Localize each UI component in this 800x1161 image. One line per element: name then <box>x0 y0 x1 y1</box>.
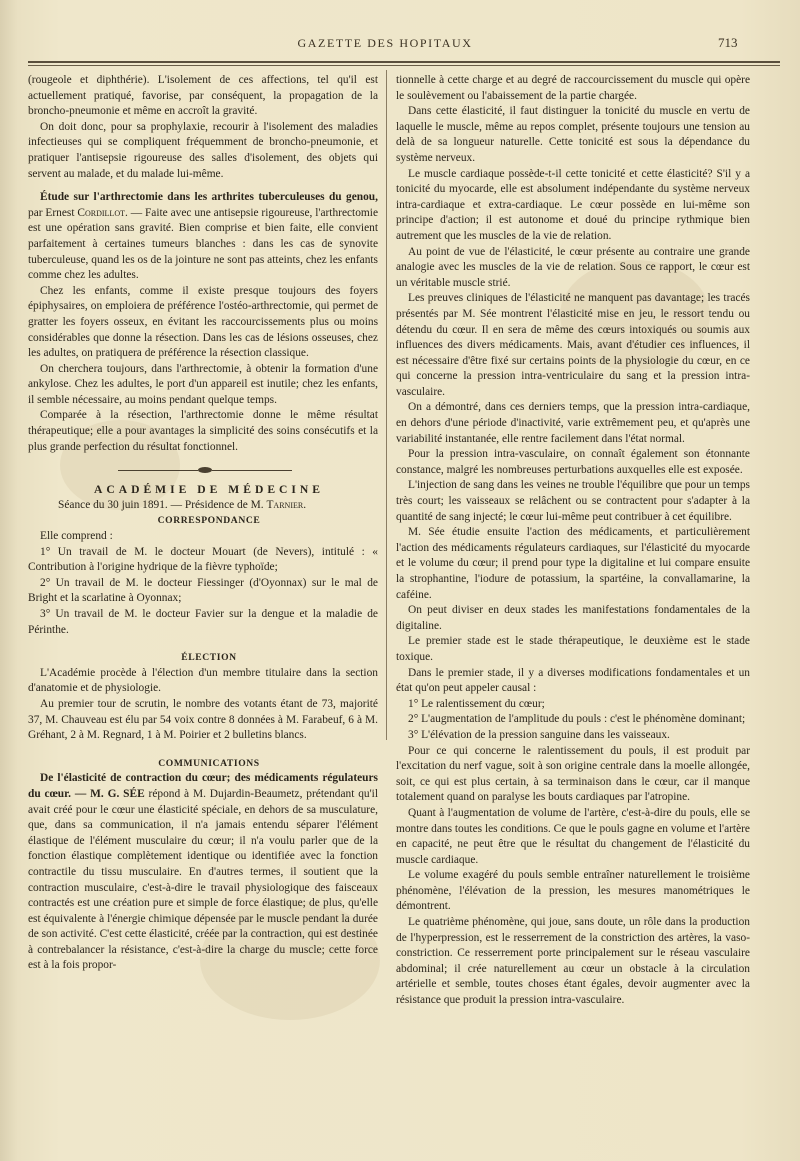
paragraph: (rougeole et diphthérie). L'isolement de ces affections, tel qu'il est actuellement pratiqué, favorise, par conséquent, la propagation de la broncho-pneumonie et même en accroît la gravité. <box>28 74 378 118</box>
left-column <box>28 73 378 974</box>
paragraph: 3° Un travail de M. le docteur Favier sur la dengue et la maladie de Périnthe. <box>28 608 378 636</box>
header-rule <box>28 61 780 63</box>
paragraph: Quant à l'augmentation de volume de l'artère, c'est-à-dire du pouls, elle se montre dans toutes les conditions. Ce que le pouls gagne en volume et l'artère en capacité, ne peut être que le résultat du changement de l'élasticité du muscle cardiaque. <box>396 806 750 866</box>
communications-heading: COMMUNICATIONS <box>158 757 260 769</box>
author-name: Cordillot <box>77 206 125 219</box>
election-heading: ÉLECTION <box>181 652 237 664</box>
speaker-name: — M. G. SÉE <box>71 787 145 800</box>
page-number: 713 <box>718 35 738 50</box>
right-column <box>396 73 750 1009</box>
lead-text: répond à M. Dujardin-Beaumetz, prétendant qu'il avait créé pour le cœur une élasticité spéciale, en dehors de sa musculature, que, dans sa communication, il n'a jamais entendu séparer l'élément élastique de l'élément musculaire du cœur; il n'a voulu parler que de la fonction élastique complètement identique ou identifiée avec la fonction contractile du tissu musculaire. En d'autres termes, il soutient que la contraction musculaire, c'est-à-dire le travail physiologique des faisceaux contractés est une création pure et simple de force élastique; de plus, qu'elle est équivalente à l'énergie chimique dépensée par le muscle pendant la durée de son activité. C'est cette élasticité, créée par la contraction, qui est destinée à contrebalancer la résistance, c'est-à-dire la charge du muscle; cette force est à la fois propor- <box>28 787 379 972</box>
paragraph: Le premier stade est le stade thérapeutique, le deuxième est le stade toxique. <box>396 635 750 663</box>
article-title: De l'élasticité de contraction du cœur; des médicaments régulateurs du cœur. <box>28 772 378 800</box>
paragraph: Pour ce qui concerne le ralentissement du pouls, il est produit par l'excitation du nerf vague, soit à son origine centrale dans la moelle allongée, soit, ce qui est plus certain, à sa terminaison dans le cœur, car il manque totalement quand on paralyse les bouts cardiaques par l'atropine. <box>396 744 750 804</box>
paragraph: L'injection de sang dans les veines ne trouble l'équilibre que pour un temps très court; les vaisseaux se relâchent ou se contractent pour s'adapter à la quantité de sang injecté; le cœur lui-même peut contribuer à cet équilibre. <box>396 479 750 523</box>
paragraph: 1° Un travail de M. le docteur Mouart (de Nevers), intitulé : « Contribution à l'origine hydrique de la fièvre typhoïde; <box>28 545 378 574</box>
seance-suffix: . <box>303 498 307 511</box>
paragraph: On doit donc, pour sa prophylaxie, recourir à l'isolement des maladies infectieuses qui se compliquent fréquemment de broncho-pneumonie, et pratiquer l'antisepsie rigoureuse des salles d'isolement, des objets qui servent au malade, et du malade lui-même. <box>28 120 378 180</box>
correspondance-heading: CORRESPONDANCE <box>157 515 261 527</box>
author-prefix: par Ernest <box>28 206 78 219</box>
paragraph: Dans le premier stade, il y a diverses modifications fondamentales et un état qu'on peut appeler causal : <box>396 666 750 695</box>
paragraph: M. Sée étudie ensuite l'action des médicaments, et particulièrement l'action des médicaments régulateurs cardiaques, sur l'élasticité du myocarde et le volume du cœur; il prend pour type la digitaline et lui compare ensuite la strophantine, l'iodure de potassium, la spartéine, la convallamarine, la caféine. <box>396 526 750 601</box>
paragraph: Le muscle cardiaque possède-t-il cette tonicité et cette élasticité? S'il y a tonicité du myocarde, elle est absolument indépendante du système nerveux intra-cardiaque et extra-cardiaque. Le cœur possède en lui-même son principe d'action; il est autonome et doué du principe rythmique bien autrement que les muscles de la vie de relation. <box>396 167 750 242</box>
paragraph: tionnelle à cette charge et au degré de raccourcissement du muscle qui opère le soulèvement ou l'abaissement de la partie chargée. <box>396 74 750 102</box>
header-rule-thin <box>28 65 780 66</box>
elasticite-lead <box>28 771 378 974</box>
list-item: 1° Le ralentissement du cœur; <box>408 697 545 710</box>
column-divider <box>386 70 387 740</box>
paragraph: Comparée à la résection, l'arthrectomie donne le même résultat thérapeutique; elle a pour avantages la simplicité des soins consécutifs et la plus grande perfection du résultat fonctionnel. <box>28 409 378 453</box>
paragraph: On peut diviser en deux stades les manifestations fondamentales de la digitaline. <box>396 604 750 632</box>
paragraph: L'Académie procède à l'élection d'un membre titulaire dans la section d'anatomie et de physiologie. <box>28 666 378 695</box>
paragraph: On cherchera toujours, dans l'arthrectomie, à obtenir la formation d'une ankylose. Chez les adultes, le port d'un appareil est inutile; chez les enfants, il semble nécessaire, au moins pendant quelque temps. <box>28 362 378 406</box>
paragraph: Au premier tour de scrutin, le nombre des votants étant de 73, majorité 37, M. Chauveau est élu par 54 voix contre 8 données à M. Farabeuf, 6 à M. Gréhant, 2 à M. Regnard, 1 à M. Poirier et 2 bulletins blancs. <box>28 697 378 742</box>
lead-text: . — Faite avec une antisepsie rigoureuse, l'arthrectomie est une opération sans gravité. Bien comprise et bien faite, elle convient parfaitement à certaines tumeurs blanches : dans les cas de synovite tuberculeuse, quand les os de la jointure ne sont pas atteints, chez les enfants comme chez les adultes. <box>28 206 378 282</box>
seance-line <box>28 498 378 514</box>
paragraph: On a démontré, dans ces derniers temps, que la pression intra-cardiaque, en dehors d'une période d'inactivité, varie extrêmement peu, et qu'après une variabilité instantanée, elle rentre facilement dans l'état normal. <box>396 401 750 445</box>
article-title: Étude sur l'arthrectomie dans les arthrites tuberculeuses du genou, <box>40 191 378 204</box>
academy-heading: ACADÉMIE DE MÉDECINE <box>93 483 325 497</box>
paragraph: 2° Un travail de M. le docteur Fiessinger (d'Oyonnax) sur le mal de Bright et la scarlatine à Oyonnax; <box>28 576 378 605</box>
arthrectomie-lead <box>28 190 378 284</box>
list-item: 3° L'élévation de la pression sanguine dans les vaisseaux. <box>408 728 670 741</box>
paragraph: Le volume exagéré du pouls semble entraîner naturellement le troisième phénomène, l'élévation de la pression, les mesures manométriques le démontrent. <box>396 869 750 913</box>
running-head <box>0 36 800 56</box>
list-item: 2° L'augmentation de l'amplitude du pouls : c'est le phénomène dominant; <box>408 713 746 726</box>
paragraph: Elle comprend : <box>40 530 113 543</box>
running-title: GAZETTE DES HOPITAUX <box>297 36 473 50</box>
paragraph: Les preuves cliniques de l'élasticité ne manquent pas davantage; les tracés présentés par M. Sée montrent l'élasticité mise en jeu, le ressort tendu ou détendu du cœur. Il en sera de même des cœurs intoxiqués ou soumis aux influences des divers médicaments. Mais, avant d'étudier ces influences, il est nécessaire d'être fixé sur certains points de la physiologie du cœur, en ce qui concerne la pression intra-ventriculaire du sang et la pression intra-vasculaire. <box>396 292 750 398</box>
paragraph: Au point de vue de l'élasticité, le cœur présente au contraire une grande analogie avec les muscles de la vie de relation. Sous ce rapport, le cœur est un véritable muscle strié. <box>396 245 750 289</box>
seance-prefix: Séance du 30 juin 1891. — Présidence de M. <box>58 498 267 511</box>
seance-president: Tarnier <box>266 498 304 511</box>
paragraph: Pour la pression intra-vasculaire, on connaît également son étonnante constance, malgré les nombreuses perturbations auxquelles elle est exposée. <box>396 448 750 476</box>
paragraph: Le quatrième phénomène, qui joue, sans doute, un rôle dans la production de l'hyperpression, est le resserrement de la constriction des artères, la vaso-constriction. Ce resserrement porte principalement sur le réseau vasculaire abdominal; il crée naturellement au cœur un obstacle à la circulation artérielle et semble, toutes choses étant égales, devoir augmenter avec la résistance que produit la pression intra-vasculaire. <box>396 916 750 1007</box>
paragraph: Dans cette élasticité, il faut distinguer la tonicité du muscle en vertu de laquelle le muscle, même au repos complet, présente toujours une tension au delà de sa longueur naturelle. Cette tonicité est sous la dépendance du système nerveux. <box>396 105 750 164</box>
paragraph: Chez les enfants, comme il existe presque toujours des foyers épiphysaires, on emploiera de préférence l'ostéo-arthrectomie, qui permet de gratter les foyers osseux, en évitant les raccourcissements plus ou moins considérables que donne la résection. Dans les cas de lésions osseuses, chez les adultes, on pratiquera de préférence la résection classique. <box>28 284 378 360</box>
section-ornament <box>28 464 378 476</box>
